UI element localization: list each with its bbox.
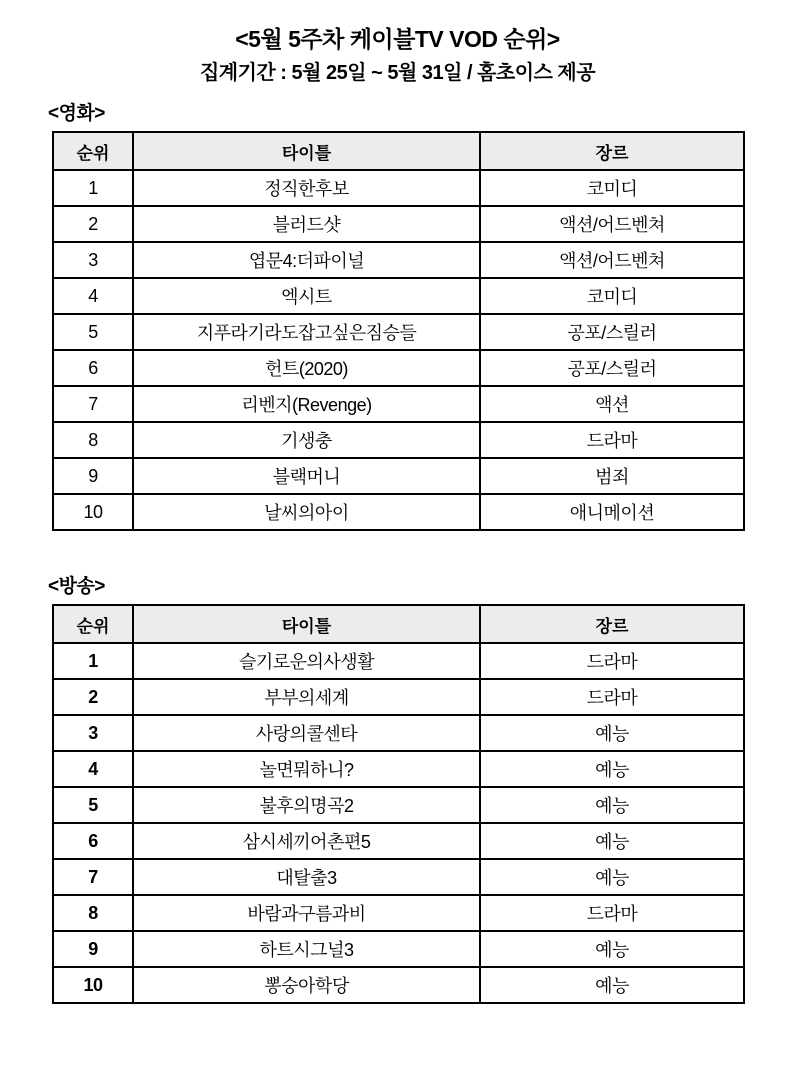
title-cell: 헌트(2020)	[133, 350, 480, 386]
section-label-broadcast: <방송>	[48, 576, 105, 597]
genre-cell: 액션/어드벤쳐	[480, 242, 744, 278]
table-row	[53, 643, 744, 679]
table-row	[53, 458, 744, 494]
section-label-movies: <영화>	[48, 103, 105, 124]
table-row	[53, 386, 744, 422]
rank-cell: 10	[53, 967, 133, 1003]
table-row	[53, 494, 744, 530]
movies-table-body	[53, 170, 744, 530]
column-header-genre: 장르	[480, 132, 744, 170]
table-row	[53, 350, 744, 386]
table-row	[53, 715, 744, 751]
table-row	[53, 314, 744, 350]
title-cell: 부부의세계	[133, 679, 480, 715]
rank-cell: 2	[53, 679, 133, 715]
title-cell: 블러드샷	[133, 206, 480, 242]
broadcast-table-header	[53, 605, 744, 643]
movies-table-header	[53, 132, 744, 170]
rank-cell: 5	[53, 314, 133, 350]
rank-cell: 4	[53, 278, 133, 314]
rank-cell: 4	[53, 751, 133, 787]
table-row	[53, 823, 744, 859]
title-cell: 지푸라기라도잡고싶은짐승들	[133, 314, 480, 350]
genre-cell: 드라마	[480, 643, 744, 679]
rank-cell: 9	[53, 931, 133, 967]
page-subtitle: 집계기간 : 5월 25일 ~ 5월 31일 / 홈초이스 제공	[199, 62, 596, 84]
genre-cell: 예능	[480, 931, 744, 967]
rank-cell: 6	[53, 823, 133, 859]
table-row	[53, 242, 744, 278]
table-row	[53, 278, 744, 314]
genre-cell: 액션	[480, 386, 744, 422]
table-row	[53, 679, 744, 715]
movies-rank-table	[52, 131, 745, 531]
column-header-rank: 순위	[53, 605, 133, 643]
title-cell: 엽문4:더파이널	[133, 242, 480, 278]
movies-section	[0, 102, 795, 531]
table-row	[53, 787, 744, 823]
rank-cell: 7	[53, 386, 133, 422]
column-header-genre: 장르	[480, 605, 744, 643]
genre-cell: 예능	[480, 787, 744, 823]
rank-cell: 7	[53, 859, 133, 895]
genre-cell: 예능	[480, 823, 744, 859]
genre-cell: 코미디	[480, 170, 744, 206]
title-cell: 리벤지(Revenge)	[133, 386, 480, 422]
table-row	[53, 206, 744, 242]
rank-cell: 3	[53, 715, 133, 751]
rank-cell: 3	[53, 242, 133, 278]
rank-cell: 8	[53, 422, 133, 458]
table-row	[53, 895, 744, 931]
rank-cell: 2	[53, 206, 133, 242]
title-cell: 정직한후보	[133, 170, 480, 206]
column-header-title: 타이틀	[133, 605, 480, 643]
table-row	[53, 422, 744, 458]
broadcast-table-body	[53, 643, 744, 1003]
title-cell: 블랙머니	[133, 458, 480, 494]
title-cell: 슬기로운의사생활	[133, 643, 480, 679]
title-cell: 불후의명곡2	[133, 787, 480, 823]
rank-cell: 8	[53, 895, 133, 931]
genre-cell: 예능	[480, 715, 744, 751]
title-cell: 사랑의콜센타	[133, 715, 480, 751]
genre-cell: 범죄	[480, 458, 744, 494]
rank-cell: 9	[53, 458, 133, 494]
genre-cell: 애니메이션	[480, 494, 744, 530]
table-row	[53, 931, 744, 967]
genre-cell: 드라마	[480, 679, 744, 715]
table-header-row	[53, 605, 744, 643]
page-title: <5월 5주차 케이블TV VOD 순위>	[235, 26, 560, 52]
table-row	[53, 751, 744, 787]
genre-cell: 드라마	[480, 422, 744, 458]
genre-cell: 예능	[480, 967, 744, 1003]
genre-cell: 드라마	[480, 895, 744, 931]
broadcast-rank-table	[52, 604, 745, 1004]
table-row	[53, 170, 744, 206]
rank-cell: 1	[53, 643, 133, 679]
title-cell: 대탈출3	[133, 859, 480, 895]
genre-cell: 예능	[480, 859, 744, 895]
column-header-title: 타이틀	[133, 132, 480, 170]
genre-cell: 공포/스릴러	[480, 314, 744, 350]
broadcast-section	[0, 575, 795, 1004]
table-row	[53, 859, 744, 895]
column-header-rank: 순위	[53, 132, 133, 170]
genre-cell: 예능	[480, 751, 744, 787]
title-cell: 놀면뭐하니?	[133, 751, 480, 787]
rank-cell: 10	[53, 494, 133, 530]
title-cell: 하트시그널3	[133, 931, 480, 967]
rank-cell: 5	[53, 787, 133, 823]
table-header-row	[53, 132, 744, 170]
genre-cell: 액션/어드벤쳐	[480, 206, 744, 242]
title-cell: 삼시세끼어촌편5	[133, 823, 480, 859]
title-cell: 기생충	[133, 422, 480, 458]
rank-cell: 1	[53, 170, 133, 206]
genre-cell: 코미디	[480, 278, 744, 314]
title-cell: 뽕숭아학당	[133, 967, 480, 1003]
title-cell: 날씨의아이	[133, 494, 480, 530]
title-cell: 바람과구름과비	[133, 895, 480, 931]
table-row	[53, 967, 744, 1003]
genre-cell: 공포/스릴러	[480, 350, 744, 386]
title-cell: 엑시트	[133, 278, 480, 314]
rank-cell: 6	[53, 350, 133, 386]
